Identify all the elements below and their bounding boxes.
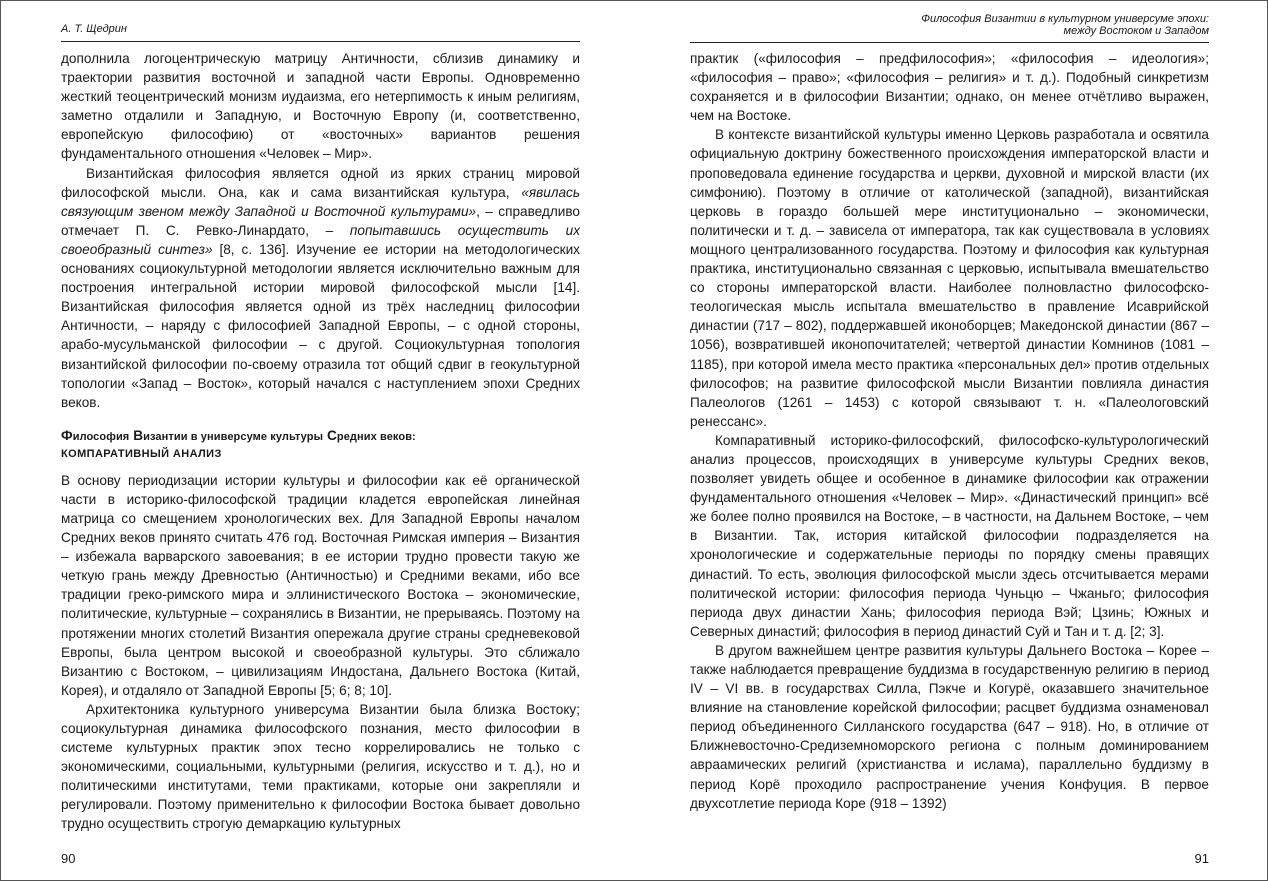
left-bottom-paragraphs bbox=[61, 471, 580, 834]
running-head-author: А. Т. Щедрин bbox=[61, 23, 580, 42]
paragraph-text: , – справедливо отмечает П. С. Ревко-Линардато, – bbox=[61, 203, 580, 238]
paragraph-text: В основу периодизации истории культуры и философии как её органической части в историко-философской традиции кладется европейская линейная матрица со смещением хронологических вех. Для Западной Европы началом Средних веков принято считать 476 год. Восточная Римская империя – Византия – избежала варварского завоевания; в ее истории трудно провести такую же четкую грань между Древностью (Античностью) и Средними веками, ибо все традиции греко-римского мира и эллинистического Востока – экономические, политические, культурные – сохранялись в Византии, не прерываясь. Поэтому на протяжении многих столетий Византия опережала другие страны средневековой Европы, была центром высокой и своеобразной культуры. Это сближало Византию с Востоком, – цивилизациям Индостана, Дальнего Востока (Китай, Корея), и отдаляло от Западной Европы [5; 6; 8; 10]. bbox=[61, 472, 580, 698]
paragraph bbox=[690, 49, 1209, 125]
paragraph-text: практик («философия – предфилософия»; «философия – идеология»; «философия – право»; «философия – религия» и т. д.). Подобный синкретизм сохраняется и в философии Византии; однако, он менее отчётливо выражен, чем на Востоке. bbox=[690, 51, 1209, 124]
paragraph-text: В контексте византийской культуры именно Церковь разработала и освятила официальную доктрину божественного происхождения императорской власти и проповедовала единение государства и церкви, духовной и мирской власти (их симфонию). Поэтому в отличие от католической (западной), византийская церковь в гораздо большей мере институционально – экономически, политически и т. д. – зависела от императора, так как существовала в условиях мощного централизованного государства. Поэтому и философия как культурная практика, институционально связанная с церковью, испытывала вмешательство со стороны императорской власти. Наиболее полновластно философско-теологическая мысль испытала вмешательство в правление Исаврийской династии (717 – 802), поддержавшей иконоборцев; Македонской династии (867 – 1056), возвратившей иконопочитателей; четвертой династии Комнинов (1081 – 1185), при которой имела место практика «персональных дел» против отдельных философов; на развитие философской мысли Византии повлияла династия Палеологов (1261 – 1453) с которой связывают т. н. «Палеологовский ренессанс». bbox=[690, 127, 1209, 429]
right-page bbox=[690, 1, 1209, 880]
paragraph bbox=[61, 49, 580, 164]
paragraph-text: В другом важнейшем центре развития культуры Дальнего Востока – Корее – также наблюдается превращение буддизма в государственную религию в период IV – VI вв. в государствах Силла, Пэкче и Когурё, оказавшего значительное влияние на становление корейской философии; расцвет буддизма ознаменовал период объединенного Силланского государства (647 – 918). Но, в отличие от Ближневосточно-Средиземноморского региона с полным доминированием авраамических религий (христианства и ислама), параллельно буддизму в период Корё проходило распространение учения Конфуция. В первое двухсотлетие периода Коре (918 – 1392) bbox=[690, 642, 1209, 811]
left-top-paragraphs bbox=[61, 49, 580, 412]
left-page bbox=[61, 1, 580, 880]
left-page-body bbox=[61, 49, 580, 834]
paragraph-text: Архитектоника культурного универсума Византии была близка Востоку; социокультурная динамика философского познания, место философии в системе культурных практик эпох тесно коррелировались не только с экономическими, социальными, культурными (религия, искусство и т. д.), но и политическими институтами, теми практиками, которые они закрепляли и регулировали. Поэтому применительно к философии Востока бывает довольно трудно осуществить строгую демаркацию культурных bbox=[61, 701, 580, 832]
paragraph bbox=[690, 125, 1209, 431]
paragraph bbox=[690, 641, 1209, 813]
paragraph bbox=[61, 700, 580, 834]
quote-italic: попытавшись осуществить их своеобразный синтез» bbox=[61, 222, 580, 257]
section-title bbox=[61, 427, 580, 463]
section-title-main: Философия Византии в универсуме культуры Средних веков: bbox=[61, 427, 416, 443]
quote-italic: «явилась связующим звеном между Западной и Восточной культурами» bbox=[61, 184, 580, 219]
paragraph-text: Компаративный историко-философский, философско-культурологический анализ процессов, происходящих в универсуме культуры Средних веков, позволяет увидеть общее и особенное в динамике философии как отражении фундаментального отношения «Человек – Мир». «Династический принцип» всё же более полно проявился на Востоке, – в частности, на Дальнем Востоке, – чем в Византии. Так, история китайской философии подразделяется на хронологические и содержательные периоды по порядку смены правящих династий. То есть, эволюция философской мысли здесь отсчитывается мерами политической истории: философия периода Чуньцю – Чжаньго; философия периода двух династии Хань; философия периода Вэй; Цзинь; Южных и Северных династий; философия в период династий Суй и Тан и т. д. [2; 3]. bbox=[690, 432, 1209, 639]
right-page-body bbox=[690, 49, 1209, 813]
paragraph-text: Византийская философия является одной из ярких страниц мировой философской мысли. Она, как и сама византийская культура, bbox=[61, 165, 580, 200]
page-number-left: 90 bbox=[61, 851, 76, 866]
paragraph bbox=[61, 471, 580, 700]
running-head-title: Философия Византии в культурном универсуме эпохи: между Востоком и Западом bbox=[690, 13, 1209, 43]
paragraph bbox=[61, 164, 580, 412]
paragraph-text: дополнила логоцентрическую матрицу Античности, сблизив динамику и траектории развития восточной и западной части Европы. Одновременно жесткий теоцентрический монизм иудаизма, его нетерпимость к иным религиям, заметно отдалили и Западную, и Восточную Европу (и, соответственно, европейскую философию) от «восточных» вариантов решения фундаментального отношения «Человек – Мир». bbox=[61, 51, 580, 162]
section-subtitle: КОМПАРАТИВНЫЙ АНАЛИЗ bbox=[61, 447, 222, 460]
page-number-right: 91 bbox=[1194, 851, 1209, 866]
paragraph-text: [8, с. 136]. Изучение ее истории на методологических основаниях социокультурной методологии является исключительно важным для построения интегральной истории мировой философской мысли [14]. Византийская философия является одной из трёх наследниц философии Античности, – наряду с философией Западной Европы, – с одной стороны, арабо-мусульманской философии – с другой. Социокультурная топология византийской философии по-своему отразила тот общий сдвиг в геокультурной топологии «Запад – Восток», который начался с наступлением эпохи Средних веков. bbox=[61, 241, 580, 410]
right-paragraphs bbox=[690, 49, 1209, 813]
paragraph bbox=[690, 431, 1209, 641]
